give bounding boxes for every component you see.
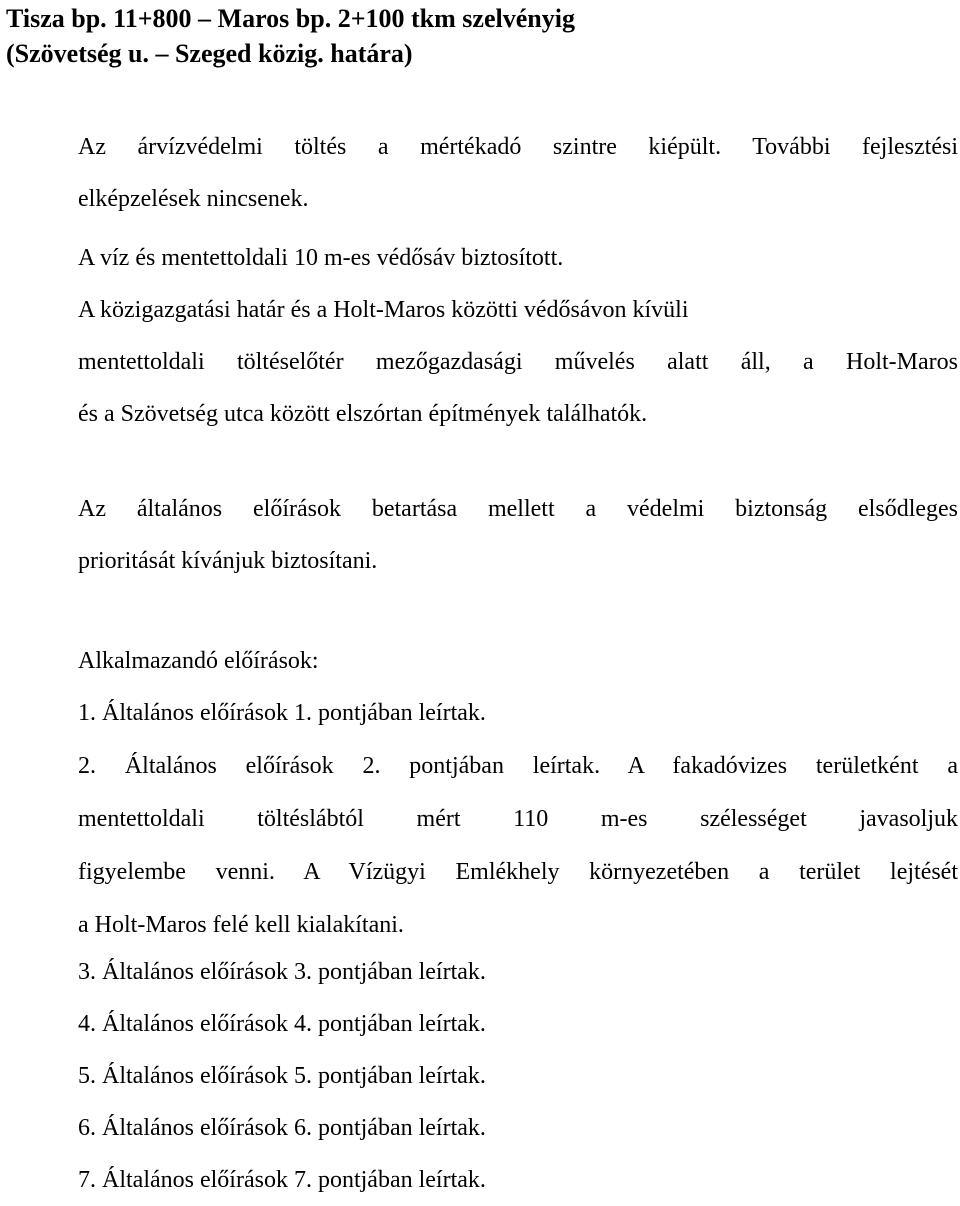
text-line: figyelembe venni. A Vízügyi Emlékhely környezetében a terület lejtését [78, 859, 958, 885]
text-line: A víz és mentettoldali 10 m-es védősáv biztosított. [78, 245, 564, 271]
text-line: A közigazgatási határ és a Holt-Maros közötti védősávon kívüli [78, 297, 689, 323]
text-line: Az általános előírások betartása mellett a védelmi biztonság elsődleges [78, 496, 958, 522]
text-line: és a Szövetség utca között elszórtan építmények találhatók. [78, 401, 648, 427]
paragraph-current-state [78, 121, 958, 225]
heading-line: Tisza bp. 11+800 – Maros bp. 2+100 tkm szelvényig [6, 4, 575, 33]
text-line: 2. Általános előírások 2. pontjában leírtak. A fakadóvizes területként a [78, 753, 958, 779]
text-line: Az árvízvédelmi töltés a mértékadó szintre kiépült. További fejlesztési [78, 134, 958, 160]
list-item: 7. Általános előírások 7. pontjában leírtak. [78, 1167, 486, 1193]
text-line: elképzelések nincsenek. [78, 186, 309, 212]
list-item: 4. Általános előírások 4. pontjában leírtak. [78, 1011, 486, 1037]
list-item: 1. Általános előírások 1. pontjában leírtak. [78, 700, 486, 726]
list-title: Alkalmazandó előírások: [78, 648, 319, 674]
text-line: mentettoldali töltéslábtól mért 110 m-es szélességet javasoljuk [78, 806, 958, 832]
section-heading [6, 1, 575, 71]
list-item: 6. Általános előírások 6. pontjában leírtak. [78, 1115, 486, 1141]
paragraph-protection-zone [78, 232, 958, 440]
paragraph-priority [78, 483, 958, 587]
list-item: 3. Általános előírások 3. pontjában leírtak. [78, 959, 486, 985]
regulations-list-header [78, 635, 958, 739]
text-line: prioritását kívánjuk biztosítani. [78, 548, 378, 574]
list-item-2 [78, 740, 958, 952]
text-line: mentettoldali töltéselőtér mezőgazdasági művelés alatt áll, a Holt-Maros [78, 349, 958, 375]
text-line: a Holt-Maros felé kell kialakítani. [78, 912, 404, 938]
heading-line: (Szövetség u. – Szeged közig. határa) [6, 39, 413, 68]
regulations-list-rest [78, 946, 958, 1206]
list-item: 5. Általános előírások 5. pontjában leírtak. [78, 1063, 486, 1089]
